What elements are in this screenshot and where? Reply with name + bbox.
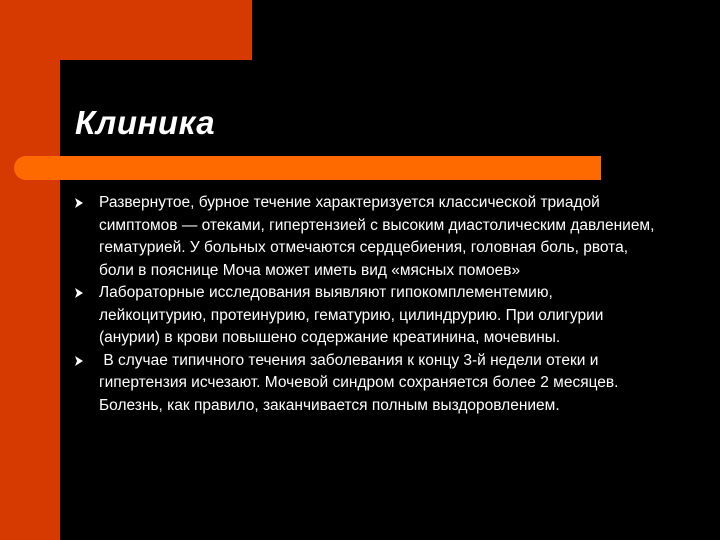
slide-title: Клиника	[75, 104, 216, 141]
arrow-bullet-icon	[74, 288, 84, 298]
bullet-text: Развернутое, бурное течение характеризуется классической триадой симптомов — отеками, гипертензией с высоким диастолическим давлением, гематурией. У больных отмечаются сердцебиения, головная боль, рвота, боли в пояснице Моча может иметь вид «мясных помоев»	[99, 194, 655, 279]
frame-corner	[60, 60, 100, 100]
title-accent-bar	[14, 156, 601, 180]
top-frame-block	[0, 0, 252, 60]
bullet-text: Лабораторные исследования выявляют гипокомплементемию, лейкоцитурию, протеинурию, гематурию, цилиндрурию. При олигурии (анурии) в крови повышено содержание креатинина, мочевины.	[99, 284, 604, 346]
list-item	[72, 350, 662, 418]
arrow-bullet-icon	[74, 198, 84, 208]
list-item	[72, 192, 662, 282]
left-frame-band	[0, 0, 60, 540]
arrow-bullet-icon	[74, 356, 84, 366]
bullet-list	[72, 192, 662, 417]
list-item	[72, 282, 662, 350]
bullet-text: В случае типичного течения заболевания к концу 3-й недели отеки и гипертензия исчезают. Мочевой синдром сохраняется более 2 месяцев. Болезнь, как правило, заканчивается полным выздоровлением.	[99, 351, 623, 414]
